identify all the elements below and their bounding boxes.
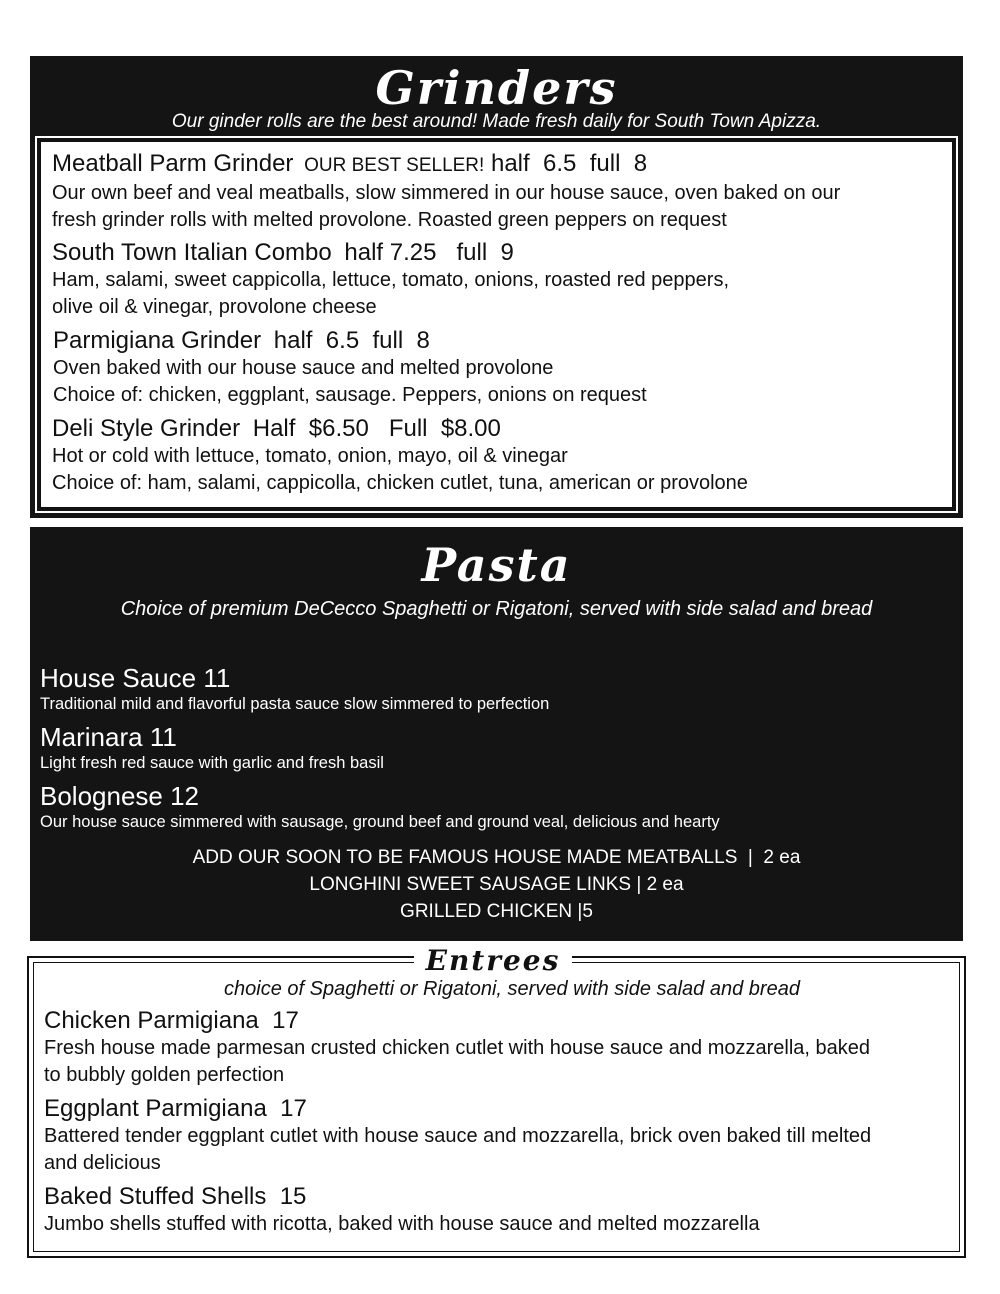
item-description: to bubbly golden perfection	[44, 1064, 285, 1086]
item-name: Baked Stuffed Shells 15	[44, 1183, 307, 1210]
item-name: Meatball Parm Grinder	[52, 150, 294, 177]
item-description: Ham, salami, sweet cappicolla, lettuce, tomato, onions, roasted red peppers,	[52, 269, 730, 291]
item-description: Our house sauce simmered with sausage, ground beef and ground veal, delicious and hearty	[40, 813, 720, 831]
entree-item	[44, 1007, 870, 1089]
item-name: Parmigiana Grinder	[53, 327, 262, 354]
item-description: olive oil & vinegar, provolone cheese	[52, 296, 377, 318]
item-description: Traditional mild and flavorful pasta sauce slow simmered to perfection	[40, 695, 550, 713]
pasta-item	[40, 781, 720, 833]
item-name: Marinara 11	[40, 722, 177, 752]
item-badge: OUR BEST SELLER!	[304, 155, 485, 176]
entrees-subtitle: choice of Spaghetti or Rigatoni, served with side salad and bread	[224, 978, 800, 1000]
item-description: Fresh house made parmesan crusted chicken cutlet with house sauce and mozzarella, baked	[44, 1037, 871, 1059]
entrees-title-wrap	[414, 944, 572, 978]
item-name: Bolognese 12	[40, 781, 200, 811]
menu-item	[52, 415, 748, 497]
item-name: South Town Italian Combo	[52, 239, 332, 266]
pasta-addons	[30, 844, 963, 925]
menu-item	[53, 327, 647, 409]
grinders-section	[30, 56, 963, 518]
entree-item	[44, 1183, 760, 1238]
item-description: Battered tender eggplant cutlet with house sauce and mozzarella, brick oven baked till melted	[44, 1125, 872, 1147]
item-description: Our own beef and veal meatballs, slow simmered in our house sauce, oven baked on our	[52, 182, 841, 204]
item-description: Choice of: ham, salami, cappicolla, chicken cutlet, tuna, american or provolone	[52, 472, 748, 494]
item-description: Jumbo shells stuffed with ricotta, baked with house sauce and melted mozzarella	[44, 1213, 760, 1235]
addon-line: ADD OUR SOON TO BE FAMOUS HOUSE MADE MEATBALLS | 2 ea	[192, 847, 801, 868]
grinders-subtitle: Our ginder rolls are the best around! Made fresh daily for South Town Apizza.	[171, 111, 822, 132]
entrees-title: Entrees	[425, 944, 561, 977]
grinders-box	[39, 140, 954, 509]
item-description: Hot or cold with lettuce, tomato, onion, mayo, oil & vinegar	[52, 445, 568, 467]
pasta-section	[30, 527, 963, 941]
item-price: half 6.5 full 8	[273, 327, 430, 354]
item-description: Light fresh red sauce with garlic and fresh basil	[40, 754, 384, 772]
pasta-item	[40, 663, 549, 715]
pasta-title: Pasta	[421, 538, 572, 592]
pasta-subtitle: Choice of premium DeCecco Spaghetti or Rigatoni, served with side salad and bread	[120, 598, 873, 620]
item-description: fresh grinder rolls with melted provolone. Roasted green peppers on request	[52, 209, 727, 231]
item-name: House Sauce 11	[40, 663, 231, 693]
item-name: Chicken Parmigiana 17	[44, 1007, 299, 1034]
item-description: and delicious	[44, 1152, 161, 1174]
item-price: half 6.5 full 8	[490, 150, 648, 177]
item-name: Eggplant Parmigiana 17	[44, 1095, 307, 1122]
grinders-title: Grinders	[375, 61, 618, 115]
item-description: Choice of: chicken, eggplant, sausage. Peppers, onions on request	[53, 384, 647, 406]
item-name: Deli Style Grinder	[52, 415, 241, 442]
item-price: Half $6.50 Full $8.00	[252, 415, 501, 442]
pasta-item	[40, 722, 384, 774]
addon-line: LONGHINI SWEET SAUSAGE LINKS | 2 ea	[309, 874, 684, 895]
menu-item	[52, 150, 840, 234]
item-description: Oven baked with our house sauce and melted provolone	[53, 357, 554, 379]
menu-item	[52, 239, 729, 321]
item-price: half 7.25 full 9	[344, 239, 514, 266]
entree-item	[44, 1095, 871, 1177]
addon-line: GRILLED CHICKEN |5	[400, 901, 593, 922]
